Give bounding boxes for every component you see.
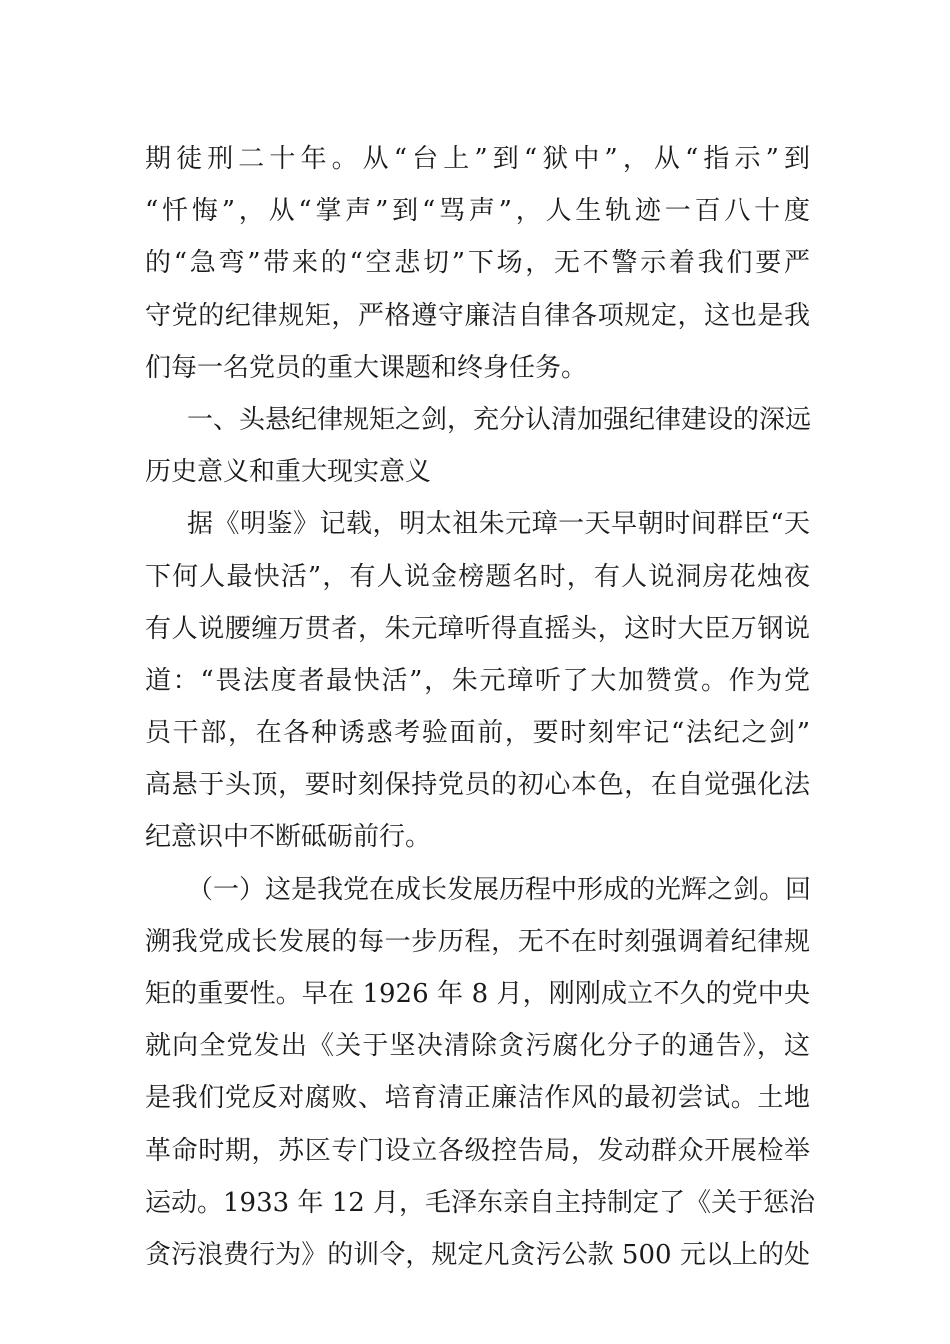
text-line: 下何人最快活”，有人说金榜题名时，有人说洞房花烛夜 [145,561,810,592]
text-line: 期徒刑二十年。从“台上”到“狱中”，从“指示”到 [145,144,810,174]
text-line: 矩的重要性。早在 1926 年 8 月，刚刚成立不久的党中央 [145,979,810,1009]
text-line: “忏悔”，从“掌声”到“骂声”，人生轨迹一百八十度 [145,196,810,227]
text-line: 就向全党发出《关于坚决清除贪污腐化分子的通告》，这 [145,1031,810,1062]
text-line: 守党的纪律规矩，严格遵守廉洁自律各项规定，这也是我 [145,300,810,331]
text-line: 溯我党成长发展的每一步历程，无不在时刻强调着纪律规 [145,926,810,957]
text-line: 员干部，在各种诱惑考验面前，要时刻牢记“法纪之剑” [145,718,810,749]
text-line: 据《明鉴》记载，明太祖朱元璋一天早朝时间群臣“天 [187,509,810,540]
text-line: 运动。1933 年 12 月，毛泽东亲自主持制定了《关于惩治 [145,1187,816,1218]
text-line: 的“急弯”带来的“空悲切”下场，无不警示着我们要严 [145,248,810,279]
text-line: 高悬于头顶，要时刻保持党员的初心本色，在自觉强化法 [145,770,810,801]
text-line: 道：“畏法度者最快活”，朱元璋听了大加赞赏。作为党 [145,665,810,696]
text-line: 纪意识中不断砥砺前行。 [145,822,432,853]
text-line: 贪污浪费行为》的训令，规定凡贪污公款 500 元以上的处 [145,1239,810,1270]
document-body [145,133,816,1281]
text-line: 是我们党反对腐败、培育清正廉洁作风的最初尝试。土地 [145,1083,810,1114]
section-heading-line: 历史意义和重大现实意义 [145,457,432,488]
subsection-heading-line: （一）这是我党在成长发展历程中形成的光辉之剑。回 [187,874,812,905]
text-line: 有人说腰缠万贯者，朱元璋听得直摇头，这时大臣万钢说 [145,613,810,644]
section-heading-line: 一、头悬纪律规矩之剑，充分认清加强纪律建设的深远 [187,404,812,435]
text-line: 们每一名党员的重大课题和终身任务。 [145,352,588,383]
text-line: 革命时期，苏区专门设立各级控告局，发动群众开展检举 [145,1135,810,1166]
